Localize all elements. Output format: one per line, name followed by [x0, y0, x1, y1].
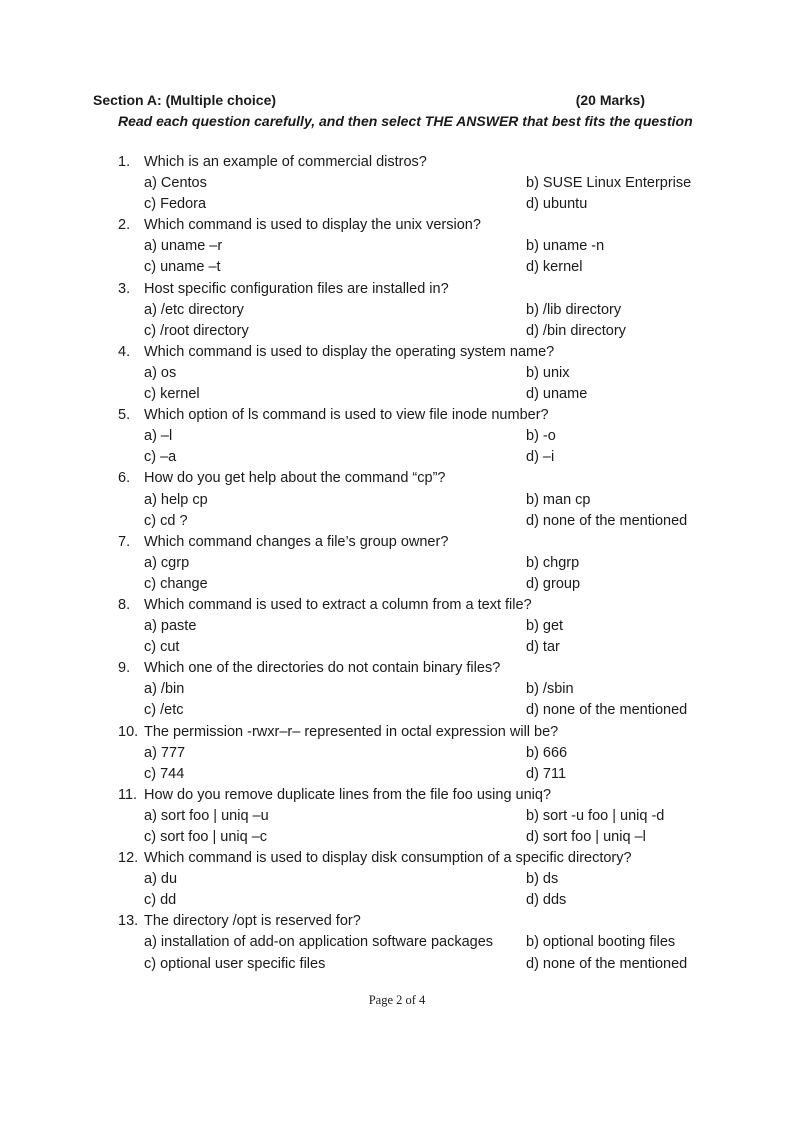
option-row	[118, 827, 718, 848]
question-text: Which command is used to display the operating system name?	[144, 343, 555, 360]
option-b: b) unix	[526, 364, 570, 381]
option-d: d) sort foo | uniq –l	[526, 829, 646, 845]
option-c: c) uname –t	[144, 259, 221, 276]
option-d: d) dds	[526, 892, 567, 909]
option-b: b) /lib directory	[526, 301, 622, 318]
option-d: d) kernel	[526, 259, 583, 276]
question-number: 11.	[118, 786, 138, 803]
option-row	[118, 616, 718, 637]
question-number: 12.	[118, 850, 139, 867]
option-b: b) ds	[526, 871, 559, 888]
question-item	[118, 532, 718, 595]
question-item	[118, 722, 718, 785]
question-number: 3.	[118, 280, 131, 297]
option-c: c) change	[144, 575, 208, 592]
question-item	[118, 405, 718, 468]
question-number: 8.	[118, 596, 131, 613]
question-line	[118, 405, 718, 426]
question-item	[118, 468, 718, 531]
question-text: Which command changes a file’s group owner?	[144, 533, 449, 550]
option-b: b) chgrp	[526, 554, 580, 571]
question-number: 1.	[118, 154, 131, 170]
option-b: b) sort -u foo | uniq -d	[526, 807, 665, 824]
option-d: d) 711	[526, 765, 567, 782]
option-d: d) –i	[526, 449, 555, 466]
option-row	[118, 511, 718, 532]
option-row	[118, 890, 718, 911]
option-row	[118, 553, 718, 574]
option-row	[118, 173, 718, 194]
question-text: The permission -rwxr–r– represented in octal expression will be?	[144, 723, 559, 740]
question-number: 13.	[118, 913, 139, 930]
question-text: How do you remove duplicate lines from the file foo using uniq?	[144, 786, 552, 803]
question-line	[118, 911, 718, 932]
option-c: c) 744	[144, 765, 185, 782]
question-line	[118, 722, 718, 743]
option-d: d) /bin directory	[526, 322, 626, 339]
option-row	[118, 236, 718, 257]
question-number: 9.	[118, 660, 131, 677]
section-title: Section A: (Multiple choice)	[93, 92, 277, 108]
question-number: 7.	[118, 533, 131, 550]
question-number: 10.	[118, 723, 139, 740]
page-number: Page 2 of 4	[368, 993, 426, 1007]
option-row	[118, 447, 718, 468]
option-a: a) cgrp	[144, 554, 190, 571]
option-d: d) ubuntu	[526, 196, 588, 213]
option-a: a) uname –r	[144, 238, 223, 255]
option-a: a) /etc directory	[144, 301, 244, 318]
option-a: a) os	[144, 364, 177, 381]
option-row	[118, 954, 718, 975]
section-header	[93, 92, 645, 108]
option-b: b) optional booting files	[526, 934, 676, 951]
option-c: c) /etc	[144, 702, 184, 719]
question-text: Which one of the directories do not contain binary files?	[144, 660, 501, 677]
option-c: c) cut	[144, 639, 180, 656]
question-line	[118, 848, 718, 869]
option-d: d) none of the mentioned	[526, 702, 688, 719]
option-b: b) SUSE Linux Enterprise	[526, 175, 692, 192]
question-item	[118, 595, 718, 658]
section-marks: (20 Marks)	[575, 92, 645, 108]
option-row	[118, 869, 718, 890]
question-list	[118, 152, 718, 975]
question-number: 5.	[118, 407, 131, 424]
question-line	[118, 532, 718, 553]
option-d: d) none of the mentioned	[526, 512, 688, 529]
option-row	[118, 384, 718, 405]
option-row	[118, 300, 718, 321]
instructions: Read each question carefully, and then select THE ANSWER that best fits the question	[118, 113, 693, 129]
question-item	[118, 785, 718, 848]
option-c: c) kernel	[144, 386, 200, 403]
option-a: a) /bin	[144, 681, 185, 698]
question-item	[118, 215, 718, 278]
option-d: d) none of the mentioned	[526, 955, 688, 972]
question-number: 6.	[118, 470, 131, 487]
question-line	[118, 595, 718, 616]
question-line	[118, 342, 718, 363]
question-text: Which command is used to display the unix version?	[144, 217, 481, 234]
option-row	[118, 764, 718, 785]
question-line	[118, 152, 718, 173]
question-line	[118, 785, 718, 806]
option-b: b) man cp	[526, 491, 591, 508]
question-item	[118, 279, 718, 342]
option-row	[118, 574, 718, 595]
question-item	[118, 848, 718, 911]
question-text: How do you get help about the command “cp”?	[144, 470, 446, 487]
option-row	[118, 743, 718, 764]
option-a: a) du	[144, 871, 178, 888]
question-number: 2.	[118, 217, 131, 234]
option-row	[118, 426, 718, 447]
option-row	[118, 700, 718, 721]
option-row	[118, 321, 718, 342]
question-line	[118, 279, 718, 300]
option-a: a) 777	[144, 744, 186, 761]
option-a: a) help cp	[144, 491, 208, 508]
option-row	[118, 490, 718, 511]
option-a: a) installation of add-on application software packages	[144, 934, 494, 951]
option-c: c) cd ?	[144, 512, 188, 529]
option-row	[118, 679, 718, 700]
question-text: Which command is used to display disk consumption of a specific directory?	[144, 850, 632, 867]
option-b: b) get	[526, 618, 564, 635]
option-c: c) –a	[144, 449, 177, 466]
option-row	[118, 257, 718, 278]
option-b: b) /sbin	[526, 681, 574, 698]
question-item	[118, 658, 718, 721]
option-c: c) dd	[144, 892, 177, 909]
option-d: d) group	[526, 575, 581, 592]
option-a: a) sort foo | uniq –u	[144, 807, 269, 824]
question-number: 4.	[118, 343, 131, 360]
question-text: The directory /opt is reserved for?	[144, 913, 361, 930]
option-d: d) uname	[526, 386, 588, 403]
option-c: c) /root directory	[144, 322, 249, 339]
question-text: Which is an example of commercial distros?	[144, 154, 427, 170]
option-d: d) tar	[526, 639, 560, 656]
question-line	[118, 658, 718, 679]
option-a: a) –l	[144, 428, 173, 445]
question-item	[118, 152, 718, 215]
question-text: Which command is used to extract a column from a text file?	[144, 596, 532, 613]
question-line	[118, 468, 718, 489]
question-item	[118, 342, 718, 405]
question-text: Which option of ls command is used to view file inode number?	[144, 407, 549, 424]
option-b: b) uname -n	[526, 238, 605, 255]
option-b: b) -o	[526, 428, 556, 445]
option-a: a) paste	[144, 618, 197, 635]
option-row	[118, 637, 718, 658]
option-c: c) sort foo | uniq –c	[144, 829, 268, 845]
question-text: Host specific configuration files are installed in?	[144, 280, 449, 297]
option-row	[118, 194, 718, 215]
question-line	[118, 215, 718, 236]
option-row	[118, 932, 718, 953]
option-c: c) optional user specific files	[144, 955, 326, 972]
option-row	[118, 806, 718, 827]
option-a: a) Centos	[144, 175, 207, 192]
option-b: b) 666	[526, 744, 568, 761]
option-row	[118, 363, 718, 384]
question-item	[118, 911, 718, 974]
option-c: c) Fedora	[144, 196, 207, 213]
